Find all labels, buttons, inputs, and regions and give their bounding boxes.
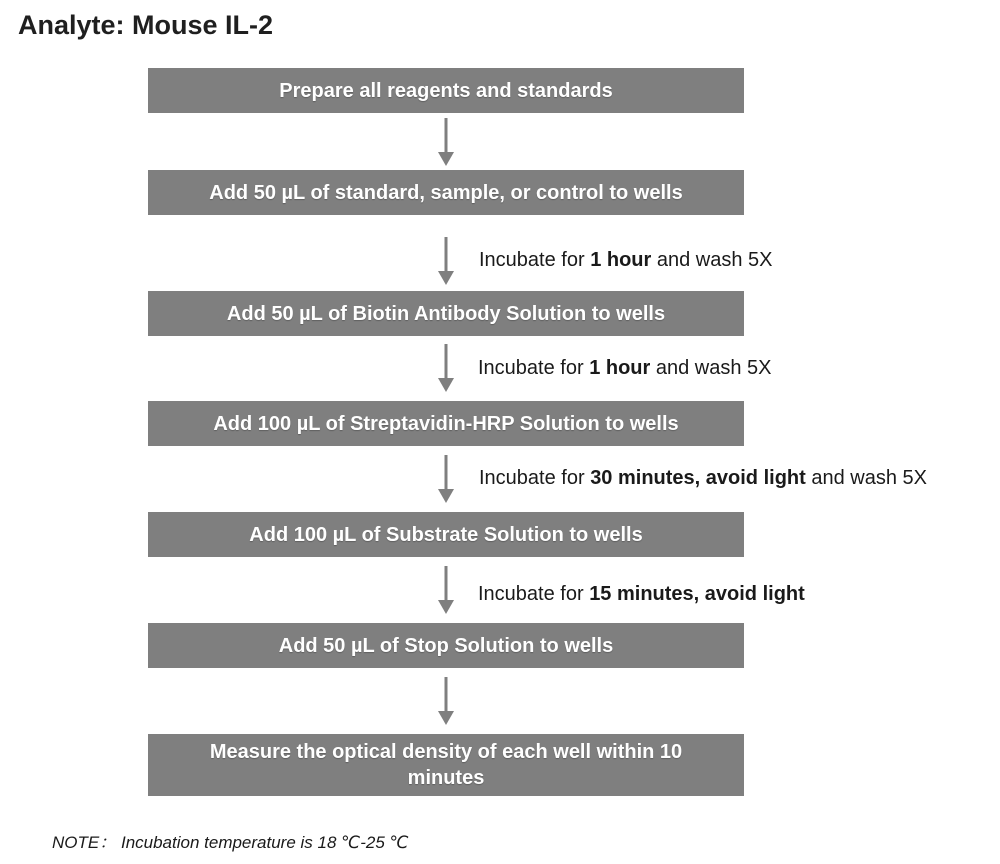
footnote-text: Incubation temperature is 18 ℃-25 ℃ [120,833,409,852]
down-arrow-icon [436,237,456,287]
step-box-stop-solution: Add 50 µL of Stop Solution to wells [148,623,744,668]
incubation-note-1: Incubate for 1 hour and wash 5X [479,249,773,271]
down-arrow-icon [436,344,456,394]
step-box-add-standard: Add 50 µL of standard, sample, or control to wells [148,170,744,215]
footnote [52,828,409,853]
step-box-prepare: Prepare all reagents and standards [148,68,744,113]
footnote-label: NOTE： [52,833,117,852]
page-title: Analyte: Mouse IL-2 [18,10,274,40]
step-box-measure-od: Measure the optical density of each well within 10 minutes [148,734,744,796]
down-arrow-icon [436,455,456,505]
down-arrow-icon [436,118,456,168]
step-box-streptavidin-hrp: Add 100 µL of Streptavidin-HRP Solution to wells [148,401,744,446]
step-box-biotin-antibody: Add 50 µL of Biotin Antibody Solution to wells [148,291,744,336]
incubation-note-3: Incubate for 30 minutes, avoid light and wash 5X [479,467,927,489]
down-arrow-icon [436,677,456,727]
down-arrow-icon [436,566,456,616]
incubation-note-2: Incubate for 1 hour and wash 5X [478,357,772,379]
incubation-note-4: Incubate for 15 minutes, avoid light [478,583,805,605]
step-box-substrate: Add 100 µL of Substrate Solution to wells [148,512,744,557]
